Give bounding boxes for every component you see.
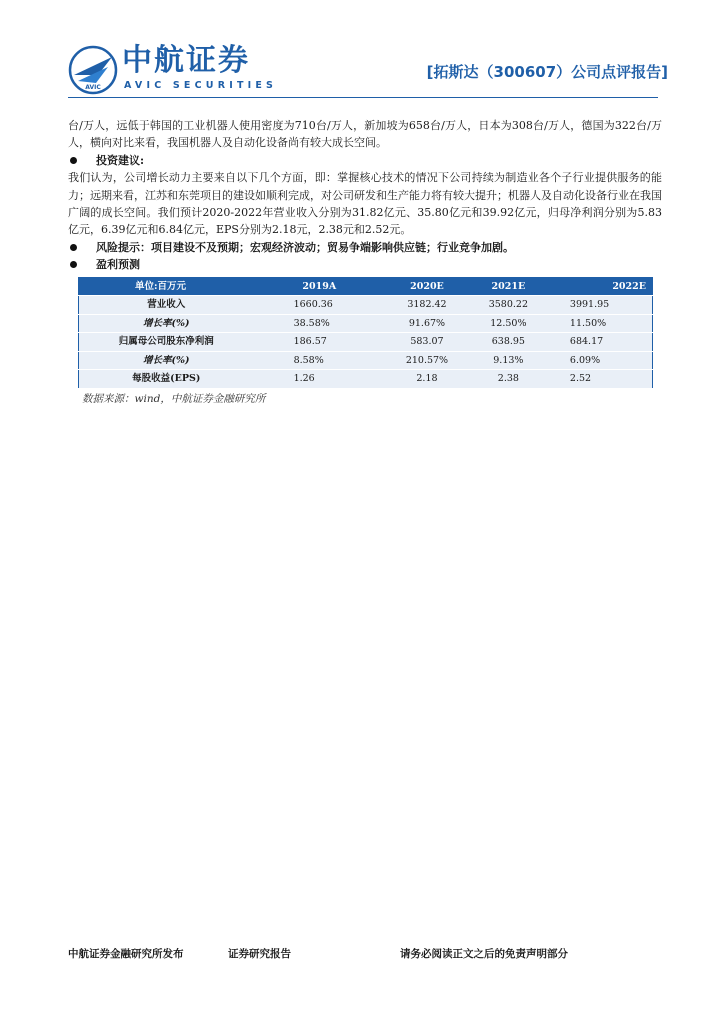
table-cell: 2.38: [469, 370, 548, 389]
bullet-icon: [70, 261, 77, 268]
table-cell: 3991.95: [548, 296, 653, 315]
table-header-cell: 2020E: [385, 277, 469, 296]
row-label: 归属母公司股东净利润: [79, 333, 254, 352]
table-cell: 684.17: [548, 333, 653, 352]
table-cell: 38.58%: [254, 314, 386, 333]
page-header: [68, 42, 668, 98]
row-label: 增长率(%): [79, 351, 254, 370]
svg-text:AVIC: AVIC: [85, 84, 101, 91]
risk-text: 风险提示：项目建设不及预期；宏观经济波动；贸易争端影响供应链；行业竞争加剧。: [96, 240, 514, 254]
row-label: 营业收入: [79, 296, 254, 315]
table-header-cell: 2019A: [254, 277, 386, 296]
table-cell: 3580.22: [469, 296, 548, 315]
header-divider: [68, 97, 658, 98]
table-header-cell: 单位:百万元: [79, 277, 254, 296]
table-cell: 12.50%: [469, 314, 548, 333]
table-cell: 8.58%: [254, 351, 386, 370]
logo-text-cn: 中航证券: [122, 43, 250, 78]
table-cell: 6.09%: [548, 351, 653, 370]
report-tag: [拓斯达（300607）公司点评报告]: [426, 63, 668, 81]
table-cell: 1.26: [254, 370, 386, 389]
table-header-cell: 2021E: [469, 277, 548, 296]
table-cell: 91.67%: [385, 314, 469, 333]
forecast-heading: [68, 256, 662, 273]
table-cell: 9.13%: [469, 351, 548, 370]
table-cell: 186.57: [254, 333, 386, 352]
footer-disclaimer: 请务必阅读正文之后的免责声明部分: [400, 948, 568, 960]
invest-heading: [68, 152, 662, 169]
forecast-heading-label: 盈利预测: [96, 258, 140, 272]
table-row: [79, 333, 653, 352]
data-source-note: 数据来源：wind，中航证券金融研究所: [82, 392, 266, 405]
table-cell: 638.95: [469, 333, 548, 352]
invest-heading-label: 投资建议:: [96, 153, 145, 167]
table-cell: 1660.36: [254, 296, 386, 315]
risk-heading: [68, 239, 662, 256]
table-cell: 11.50%: [548, 314, 653, 333]
table-cell: 3182.42: [385, 296, 469, 315]
footer-publisher: 中航证券金融研究所发布: [68, 948, 184, 960]
table-row: [79, 351, 653, 370]
avic-logo-icon: [68, 45, 118, 95]
bullet-icon: [70, 157, 77, 164]
table-header-cell: 2022E: [548, 277, 653, 296]
table-cell: 2.52: [548, 370, 653, 389]
table-row: [79, 296, 653, 315]
table-cell: 210.57%: [385, 351, 469, 370]
main-content: [68, 117, 662, 408]
table-header-row: [79, 277, 653, 296]
table-row: [79, 314, 653, 333]
footer-report-type: 证券研究报告: [228, 948, 291, 960]
table-row: [79, 370, 653, 389]
paragraph-density: 台/万人，远低于韩国的工业机器人使用密度为710台/万人，新加坡为658台/万人，日本为308台/万人，德国为322台/万人，横向对比来看，我国机器人及自动化设备尚有较大成长空间。: [68, 119, 662, 150]
bullet-icon: [70, 244, 77, 251]
row-label: 增长率(%): [79, 314, 254, 333]
table-cell: 583.07: [385, 333, 469, 352]
paragraph-invest: 我们认为，公司增长动力主要来自以下几个方面，即：掌握核心技术的情况下公司持续为制造业各个子行业提供服务的能力；远期来看，江苏和东莞项目的建设如顺利完成，对公司研发和生产能力将有较大提升；机器人及自动化设备行业在我国广阔的成长空间。我们预计2020-2022年营业收入分别为31.82亿元、35.80亿元和39.92亿元，归母净利润分别为5.83亿元，6.39亿元和6.84亿元，EPS分别为2.18元，2.38元和2.52元。: [68, 171, 662, 237]
forecast-table: [78, 277, 653, 389]
logo-text-en: AVIC SECURITIES: [124, 80, 278, 91]
row-label: 每股收益(EPS): [79, 370, 254, 389]
table-cell: 2.18: [385, 370, 469, 389]
